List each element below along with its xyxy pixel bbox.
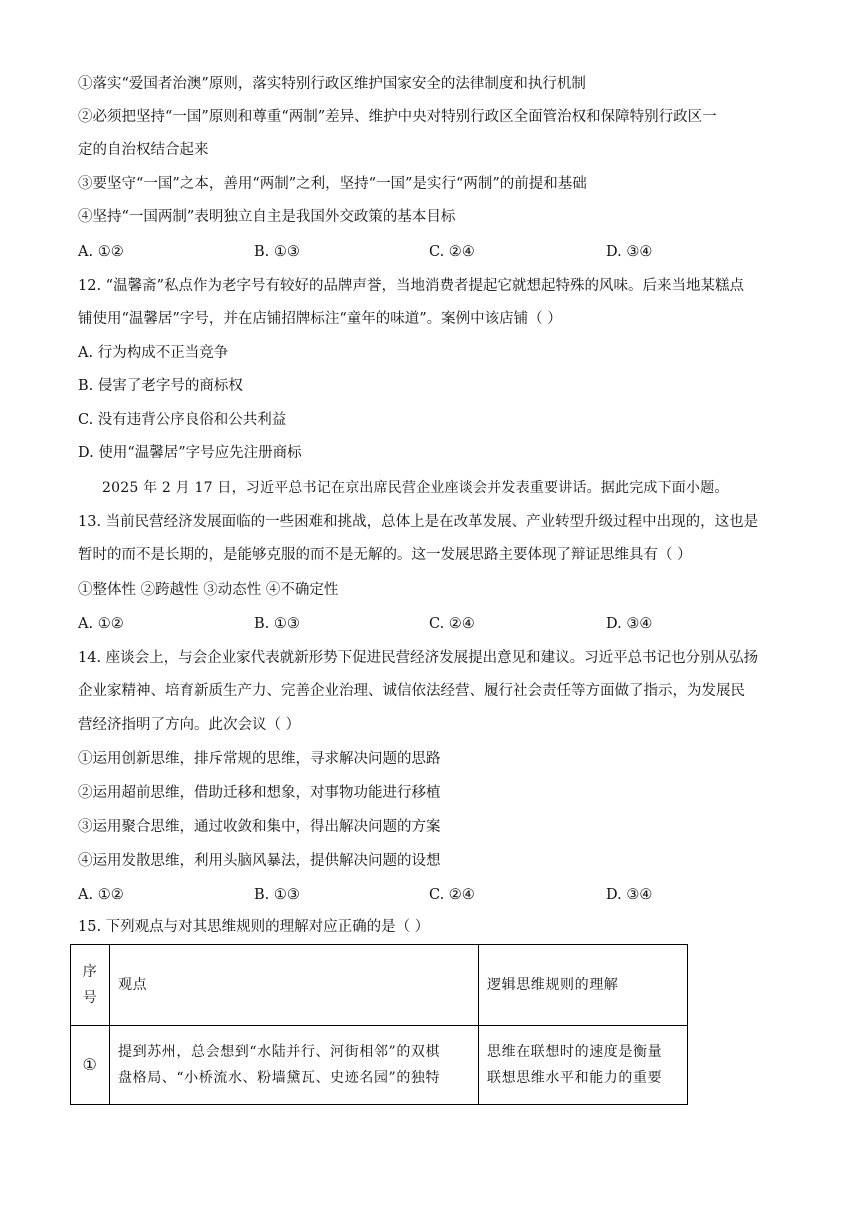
row-number bbox=[71, 1026, 110, 1105]
row-rule bbox=[479, 1026, 688, 1105]
q14-option-4: ④运用发散思维，利用头脑风暴法，提供解决问题的设想 bbox=[78, 853, 441, 869]
q11-choice-d: D. ③④ bbox=[606, 244, 653, 260]
q12-stem-line-1: 12. “温馨斋”私点作为老字号有较好的品牌声誉，当地消费者提起它就想起特殊的风味。后来当地某糕点 bbox=[78, 278, 744, 294]
header-rule bbox=[479, 945, 688, 1026]
q14-option-2: ②运用超前思维，借助迁移和想象，对事物功能进行移植 bbox=[78, 785, 441, 801]
row-rule-line-1: 思维在联想时的速度是衡量 bbox=[487, 1044, 663, 1060]
row-viewpoint-line-1: 提到苏州，总会想到“水陆并行、河街相邻”的双棋 bbox=[118, 1044, 441, 1060]
q12-choice-c: C. 没有违背公序良俗和公共利益 bbox=[78, 412, 287, 428]
table-header-row bbox=[71, 945, 688, 1026]
q14-choice-b: B. ①③ bbox=[254, 887, 300, 903]
header-number-char-2: 号 bbox=[82, 990, 98, 1006]
q14-choices bbox=[78, 885, 778, 905]
q13-stem-line-2: 暂时的而不是长期的，是能够克服的而不是无解的。这一发展思路主要体现了辩证思维具有（ ） bbox=[78, 547, 692, 563]
q11-choice-a: A. ①② bbox=[78, 244, 124, 260]
q13-choice-b: B. ①③ bbox=[254, 616, 300, 632]
q12-choice-b: B. 侵害了老字号的商标权 bbox=[78, 378, 243, 394]
q11-option-4: ④坚持“一国两制”表明独立自主是我国外交政策的基本目标 bbox=[78, 209, 456, 225]
q13-choice-c: C. ②④ bbox=[429, 616, 475, 632]
header-number-char-1: 序 bbox=[82, 964, 98, 980]
q12-stem-line-2: 铺使用“温馨居”字号，并在店铺招牌标注“童年的味道”。案例中该店铺（ ） bbox=[78, 311, 562, 327]
row-viewpoint bbox=[110, 1026, 479, 1105]
q12-choice-a: A. 行为构成不正当竞争 bbox=[78, 345, 229, 361]
header-number bbox=[71, 945, 110, 1026]
q11-option-1: ①落实“爱国者治澳”原则，落实特别行政区维护国家安全的法律制度和执行机制 bbox=[78, 76, 586, 92]
material-note: 2025 年 2 月 17 日，习近平总书记在京出席民营企业座谈会并发表重要讲话。据此完成下面小题。 bbox=[102, 480, 729, 496]
header-rule-label: 逻辑思维规则的理解 bbox=[487, 977, 619, 993]
q11-choice-b: B. ①③ bbox=[254, 244, 300, 260]
q13-choice-d: D. ③④ bbox=[606, 616, 653, 632]
q14-choice-d: D. ③④ bbox=[606, 887, 653, 903]
row-number-label: ① bbox=[82, 1055, 98, 1074]
q11-option-2-line-1: ②必须把坚持“一国”原则和尊重“两制”差异、维护中央对特别行政区全面管治权和保障特别行政区一 bbox=[78, 109, 717, 125]
q15-table bbox=[70, 944, 688, 1105]
q14-stem-line-3: 营经济指明了方向。此次会议（ ） bbox=[78, 717, 301, 733]
q13-choice-a: A. ①② bbox=[78, 616, 124, 632]
header-viewpoint-label: 观点 bbox=[118, 977, 148, 993]
q14-choice-a: A. ①② bbox=[78, 887, 124, 903]
q11-choice-c: C. ②④ bbox=[429, 244, 475, 260]
q11-choices bbox=[78, 242, 778, 262]
q12-choice-d: D. 使用“温馨居”字号应先注册商标 bbox=[78, 445, 302, 461]
q11-option-3: ③要坚守“一国”之本，善用“两制”之利，坚持“一国”是实行“两制”的前提和基础 bbox=[78, 176, 587, 192]
row-rule-line-2: 联想思维水平和能力的重要 bbox=[487, 1070, 663, 1086]
q14-option-1: ①运用创新思维，排斥常规的思维，寻求解决问题的思路 bbox=[78, 751, 441, 767]
row-viewpoint-line-2: 盘格局、“小桥流水、粉墙黛瓦、史迹名园”的独特 bbox=[118, 1070, 441, 1086]
q15-stem: 15. 下列观点与对其思维规则的理解对应正确的是（ ） bbox=[78, 919, 430, 935]
q14-choice-c: C. ②④ bbox=[429, 887, 475, 903]
q13-stem-line-1: 13. 当前民营经济发展面临的一些困难和挑战，总体上是在改革发展、产业转型升级过程中出现的，这也是 bbox=[78, 514, 759, 530]
q14-stem-line-1: 14. 座谈会上，与会企业家代表就新形势下促进民营经济发展提出意见和建议。习近平总书记也分别从弘扬 bbox=[78, 650, 759, 666]
q14-stem-line-2: 企业家精神、培育新质生产力、完善企业治理、诚信依法经营、履行社会责任等方面做了指示，为发展民 bbox=[78, 683, 745, 699]
q13-choices bbox=[78, 614, 778, 634]
header-viewpoint bbox=[110, 945, 479, 1026]
q11-option-2-line-2: 定的自治权结合起来 bbox=[78, 142, 209, 158]
q14-option-3: ③运用聚合思维，通过收敛和集中，得出解决问题的方案 bbox=[78, 819, 441, 835]
table-row bbox=[71, 1026, 688, 1105]
q13-items: ①整体性 ②跨越性 ③动态性 ④不确定性 bbox=[78, 582, 339, 598]
